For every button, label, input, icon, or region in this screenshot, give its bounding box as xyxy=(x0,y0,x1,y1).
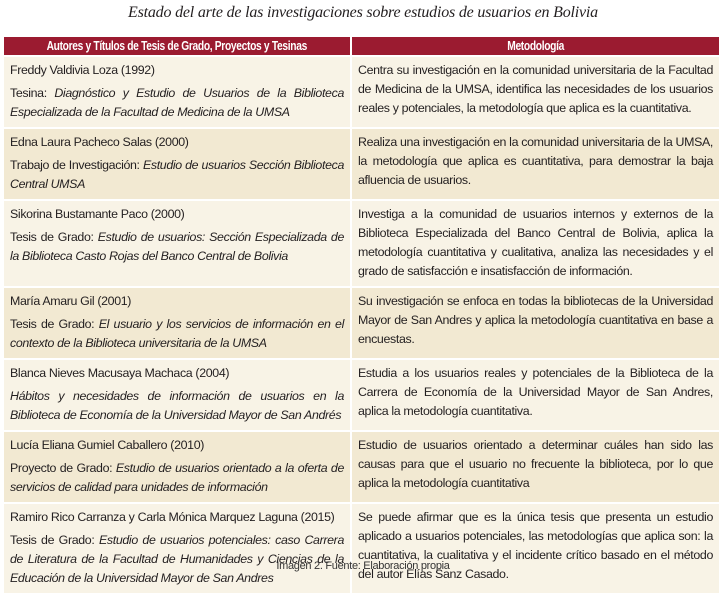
table-row xyxy=(4,201,719,286)
author-name: Sikorina Bustamante Paco (2000) xyxy=(10,207,185,221)
work-reference xyxy=(10,315,344,353)
work-reference xyxy=(10,459,344,497)
work-type: Tesis de Grado: xyxy=(10,230,98,244)
work-type: Tesis de Grado: xyxy=(10,317,99,331)
methodology-cell: Realiza una investigación en la comunidad universitaria de la UMSA, la metodología que aplica es cuantitativa, para demostrar la baja afluencia de usuarios. xyxy=(352,129,719,199)
work-title: El usuario y los servicios de información en el contexto de la Biblioteca universitaria de la UMSA xyxy=(10,317,344,350)
author-name: Lucía Eliana Gumiel Caballero (2010) xyxy=(10,438,205,452)
methodology-cell: Se puede afirmar que es la única tesis que presenta un estudio aplicado a usuarios potenciales, las metodologías que aplica son: la cuantitativa, la cualitativa y el incidente crítico basado en el método del autor Elías Sanz Casado. xyxy=(352,504,719,593)
work-title: Estudio de usuarios: Sección Especializada de la Biblioteca Casto Rojas del Banco Central de Bolivia xyxy=(10,230,344,263)
authors-cell xyxy=(4,432,350,502)
authors-cell xyxy=(4,57,350,127)
author-name: María Amaru Gil (2001) xyxy=(10,294,132,308)
work-title: Estudio de usuarios orientado a la oferta de servicios de calidad para unidades de información xyxy=(10,461,344,494)
authors-cell xyxy=(4,201,350,286)
author-name: Ramiro Rico Carranza y Carla Mónica Marquez Laguna (2015) xyxy=(10,510,335,524)
table-row xyxy=(4,288,719,358)
work-title: Estudio de usuarios potenciales: caso Carrera de Literatura de la Facultad de Humanidades y Ciencias de la Educación de la Universidad Mayor de San Andres xyxy=(10,533,344,585)
methodology-cell: Estudia a los usuarios reales y potenciales de la Biblioteca de la Carrera de Economía de la Universidad Mayor de San Andres, aplica la metodología cuantitativa. xyxy=(352,360,719,430)
table-row xyxy=(4,432,719,502)
header-authors-titles: Autores y Títulos de Tesis de Grado, Proyectos y Tesinas xyxy=(4,37,350,55)
table-row xyxy=(4,360,719,430)
state-of-art-table xyxy=(2,35,721,595)
work-reference xyxy=(10,84,344,122)
table-row xyxy=(4,57,719,127)
authors-cell xyxy=(4,360,350,430)
methodology-cell: Su investigación se enfoca en todas la bibliotecas de la Universidad Mayor de San Andres y aplica la metodología cuantitativa en base a encuestas. xyxy=(352,288,719,358)
methodology-cell: Investiga a la comunidad de usuarios internos y externos de la Biblioteca Especializada del Banco Central de Bolivia, aplica la metodología cuantitativa y cualitativa, analiza las necesidades y el grado de satisfacción e insatisfacción de información. xyxy=(352,201,719,286)
table-row xyxy=(4,129,719,199)
work-reference xyxy=(10,387,344,425)
authors-cell xyxy=(4,288,350,358)
authors-cell xyxy=(4,129,350,199)
work-title: Hábitos y necesidades de información de usuarios en la Biblioteca de Economía de la Universidad Mayor de San Andrés xyxy=(10,389,344,422)
table-header-row xyxy=(4,37,719,55)
work-reference xyxy=(10,156,344,194)
methodology-cell: Centra su investigación en la comunidad universitaria de la Facultad de Medicina de la UMSA, identifica las necesidades de los usuarios reales y potenciales, la metodología que aplica es la cuantitativa. xyxy=(352,57,719,127)
table-title: Estado del arte de las investigaciones sobre estudios de usuarios en Bolivia xyxy=(128,4,598,21)
work-title: Estudio de usuarios Sección Biblioteca Central UMSA xyxy=(10,158,344,191)
work-type: Trabajo de Investigación: xyxy=(10,158,143,172)
header-methodology: Metodología xyxy=(352,37,719,55)
author-name: Blanca Nieves Macusaya Machaca (2004) xyxy=(10,366,230,380)
work-type: Proyecto de Grado: xyxy=(10,461,116,475)
author-name: Edna Laura Pacheco Salas (2000) xyxy=(10,135,189,149)
work-title: Diagnóstico y Estudio de Usuarios de la Biblioteca Especializada de la Facultad de Medicina de la UMSA xyxy=(10,86,344,119)
image-caption: Imagen 2. Fuente: Elaboración propia xyxy=(276,560,450,572)
work-type: Tesis de Grado: xyxy=(10,533,99,547)
work-type: Tesina: xyxy=(10,86,55,100)
author-name: Freddy Valdivia Loza (1992) xyxy=(10,63,155,77)
work-reference xyxy=(10,228,344,266)
methodology-cell: Estudio de usuarios orientado a determinar cuáles han sido las causas para que el usuario no frecuente la biblioteca, por lo que aplica la metodología cuantitativa xyxy=(352,432,719,502)
